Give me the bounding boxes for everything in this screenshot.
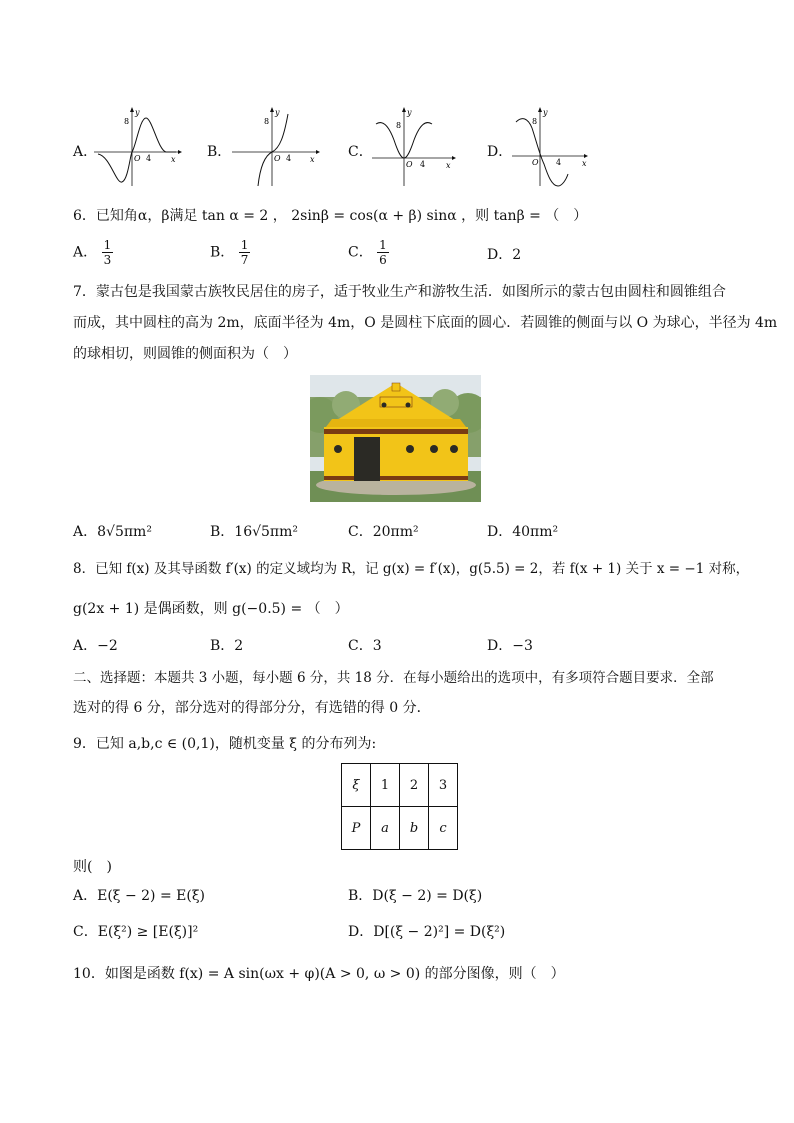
x-axis-label: x — [582, 159, 587, 168]
table-cell: P — [342, 807, 371, 850]
q6-option-b-label: B． — [210, 244, 235, 261]
x-axis-label: x — [310, 155, 315, 164]
table-cell: 3 — [429, 764, 458, 807]
graph-even-dip-icon[interactable] — [368, 106, 458, 188]
q6-fraction-a — [102, 238, 114, 267]
y-axis-label: y — [407, 108, 412, 117]
tick-eight: 8 — [396, 121, 402, 130]
q7-option-b[interactable]: B．16√5πm² — [210, 524, 299, 540]
q9-option-d[interactable]: D．D[(ξ − 2)²] = D(ξ²) — [348, 924, 506, 940]
q8-option-c[interactable]: C．3 — [348, 638, 382, 654]
q9-then: 则( ) — [73, 859, 112, 875]
denominator: 6 — [379, 253, 387, 267]
tick-eight: 8 — [264, 117, 270, 126]
table-cell: ξ — [342, 764, 371, 807]
table-row — [342, 807, 458, 850]
q6-option-d[interactable]: D．2 — [487, 247, 522, 263]
section-2-heading-line-2: 选对的得 6 分，部分选对的得部分分，有选错的得 0 分． — [73, 700, 431, 716]
q6-stem: 6．已知角α，β满足 tan α = 2 ， 2sinβ = cos(α + β) sinα ，则 tanβ = （ ） — [73, 208, 588, 224]
q7-line-1: 7．蒙古包是我国蒙古族牧民居住的房子，适于牧业生产和游牧生活．如图所示的蒙古包由圆柱和圆锥组合 — [73, 284, 726, 300]
q7-line-2: 而成，其中圆柱的高为 2m，底面半径为 4m，O 是圆柱下底面的圆心．若圆锥的侧面与以 O 为球心，半径为 4m — [73, 315, 778, 331]
q6-option-a[interactable] — [73, 238, 113, 267]
graph-s-curve-icon[interactable] — [508, 106, 592, 188]
q5-option-d-label: D． — [487, 144, 513, 160]
q7-option-a[interactable]: A．8√5πm² — [73, 524, 152, 540]
origin-label: O — [274, 154, 281, 163]
tick-eight: 8 — [532, 117, 538, 126]
distribution-table — [341, 763, 458, 850]
q6-fraction-c — [377, 238, 389, 267]
numerator: 1 — [379, 238, 387, 252]
q7-option-d[interactable]: D．40πm² — [487, 524, 559, 540]
numerator: 1 — [103, 238, 112, 252]
q5-option-a-label: A． — [73, 144, 98, 160]
y-axis-label: y — [543, 108, 548, 117]
q10-stem: 10．如图是函数 f(x) = A sin(ωx + φ)(A > 0, ω > 0) 的部分图像，则（ ） — [73, 966, 565, 982]
origin-label: O — [134, 154, 141, 163]
table-row — [342, 764, 458, 807]
tick-four: 4 — [146, 154, 152, 163]
section-2-heading-line-1: 二、选择题：本题共 3 小题，每小题 6 分，共 18 分．在每小题给出的选项中，有多项符合题目要求．全部 — [73, 670, 714, 686]
q7-line-3: 的球相切，则圆锥的侧面积为（ ） — [73, 346, 297, 362]
tick-eight: 8 — [124, 117, 130, 126]
yurt-photo — [310, 375, 481, 502]
q9-stem: 9．已知 a,b,c ∈ (0,1)，随机变量 ξ 的分布列为: — [73, 736, 377, 752]
tick-four: 4 — [286, 154, 292, 163]
q7-option-c[interactable]: C．20πm² — [348, 524, 419, 540]
denominator: 7 — [240, 253, 249, 267]
q5-option-c-label: C． — [348, 144, 373, 160]
q9-option-a[interactable]: A．E(ξ − 2) = E(ξ) — [73, 888, 205, 904]
graph-odd-peak-icon[interactable] — [92, 106, 182, 188]
table-cell: 1 — [371, 764, 400, 807]
q8-option-d[interactable]: D．−3 — [487, 638, 533, 654]
q9-option-b[interactable]: B．D(ξ − 2) = D(ξ) — [348, 888, 483, 904]
x-axis-label: x — [446, 161, 451, 170]
table-cell: b — [400, 807, 429, 850]
table-cell: a — [371, 807, 400, 850]
q6-option-c[interactable] — [348, 238, 389, 267]
y-axis-label: y — [135, 108, 140, 117]
q9-option-c[interactable]: C．E(ξ²) ≥ [E(ξ)]² — [73, 924, 199, 940]
tick-four: 4 — [420, 160, 426, 169]
q8-option-a[interactable]: A．−2 — [73, 638, 118, 654]
y-axis-label: y — [275, 108, 280, 117]
numerator: 1 — [240, 238, 249, 252]
table-cell: 2 — [400, 764, 429, 807]
q5-option-b-label: B． — [207, 144, 232, 160]
q6-option-a-label: A． — [73, 244, 98, 261]
q8-line-2: g(2x + 1) 是偶函数，则 g(−0.5) = （ ） — [73, 601, 349, 617]
q8-line-1: 8．已知 f(x) 及其导函数 f′(x) 的定义域均为 R，记 g(x) = f′(x)，g(5.5) = 2，若 f(x + 1) 关于 x = −1 对称， — [73, 561, 750, 577]
denominator: 3 — [103, 253, 112, 267]
q6-fraction-b — [239, 238, 251, 267]
x-axis-label: x — [171, 155, 176, 164]
q8-option-b[interactable]: B．2 — [210, 638, 244, 654]
origin-label: O — [532, 158, 539, 167]
tick-four: 4 — [556, 158, 562, 167]
graph-s-curve-icon[interactable] — [228, 106, 320, 188]
table-cell: c — [429, 807, 458, 850]
q6-option-b[interactable] — [210, 238, 250, 267]
origin-label: O — [406, 160, 413, 169]
q6-option-c-label: C． — [348, 244, 373, 261]
